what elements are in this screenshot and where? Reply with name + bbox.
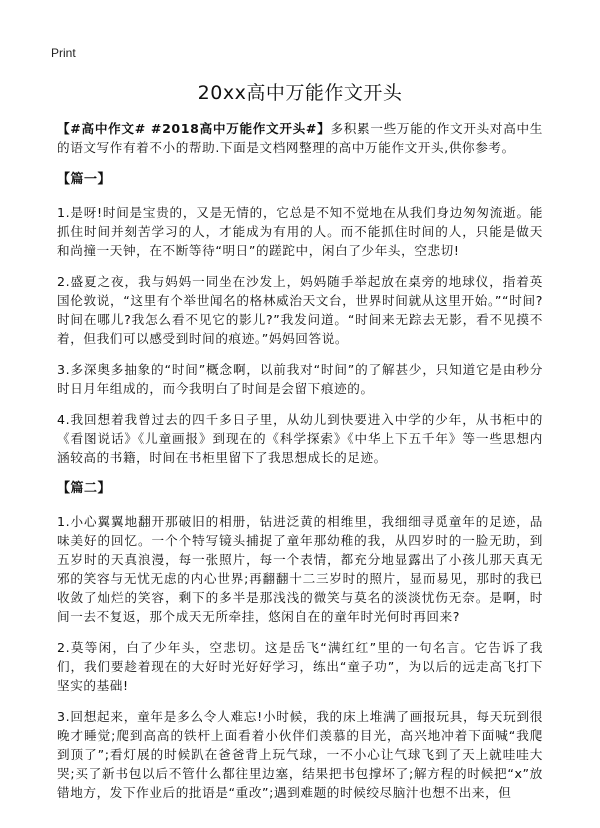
section-2-paragraph-3: 3.回想起来，童年是多么令人难忘!小时候，我的床上堆满了画报玩具，每天玩到很晚才睡觉;爬到高高的铁杆上面看着小伙伴们羡慕的目光，高兴地冲着下面喊“我爬到顶了”;看灯展的时候趴在爸爸背上玩气球，一不小心让气球飞到了天上就哇哇大哭;买了新书包以后不管什么都往里边塞，结果把书包撑坏了;解方程的时候把“x”放错地方，发下作业后的批语是“重改”;遇到难题的时候绞尽脑汁也想不出来，但 <box>57 709 543 800</box>
intro-tags: 【#高中作文# #2018高中万能作文开头#】 <box>57 121 331 136</box>
section-heading-1: 【篇一】 <box>57 172 112 187</box>
section-2-paragraph-1: 1.小心翼翼地翻开那破旧的相册，钻进泛黄的相维里，我细细寻觅童年的足迹，品味美好的回忆。一个个特写镜头捕捉了童年那幼稚的我，从四岁时的一脸无助，到五岁时的天真浪漫，每一张照片，每一个表情，都充分地显露出了小孩儿那天真无邪的笑容与无忧无虑的内心世界;再翻翻十二三岁时的照片，显而易见，那时的我已收敛了灿烂的笑容，剩下的多半是那浅浅的微笑与莫名的淡淡忧伤无奈。是啊，时间一去不复返，那个成天无所牵挂，悠闲自在的童年时光何时再回来? <box>57 514 543 624</box>
section-1-paragraph-1: 1.是呀!时间是宝贵的，又是无情的，它总是不知不觉地在从我们身边匆匆流逝。能抓住时间并刻苦学习的人，才能成为有用的人。而不能抓住时间的人，只能是做天和尚撞一天钟，在不断等待“明日”的蹉跎中，闲白了少年头，空悲切! <box>57 205 543 258</box>
page-title: 20xx高中万能作文开头 <box>197 82 403 104</box>
section-2-paragraph-2: 2.莫等闲，白了少年头，空悲切。这是岳飞“满红红”里的一句名言。它告诉了我们，我们要趁着现在的大好时光好好学习，练出“童子功”，为以后的远走高飞打下坚实的基础! <box>57 640 543 693</box>
section-1-paragraph-3: 3.多深奥多抽象的“时间”概念啊，以前我对“时间”的了解甚少，只知道它是由秒分时日月年组成的，而今我明白了时间是会留下痕迹的。 <box>57 362 543 396</box>
print-link[interactable]: Print <box>51 46 76 60</box>
section-1-paragraph-2: 2.盛夏之夜，我与妈妈一同坐在沙发上，妈妈随手举起放在桌旁的地球仪，指着英国伦敦说，“这里有个举世闻名的格林威治天文台，世界时间就从这里开始。”“时间?时间在哪儿?我怎么看不见它的影儿?”我发问道。“时间来无踪去无影，看不见摸不着，但我们可以感受到时间的痕迹。”妈妈回答说。 <box>57 274 543 346</box>
section-heading-2: 【篇二】 <box>57 481 112 496</box>
intro-paragraph <box>57 119 543 157</box>
intro-text: 多积累一些万能的作文开头对高中生的语文写作有着不小的帮助.下面是文档网整理的高中万能作文开头,供你参考。 <box>57 121 543 155</box>
article-body <box>57 119 543 814</box>
section-1-paragraph-4: 4.我回想着我曾过去的四千多日子里，从幼儿到快要进入中学的少年，从书柜中的《看图说话》《儿童画报》到现在的《科学探索》《中华上下五千年》等一些思想内涵较高的书籍，时间在书柜里留下了我思想成长的足迹。 <box>57 412 543 465</box>
